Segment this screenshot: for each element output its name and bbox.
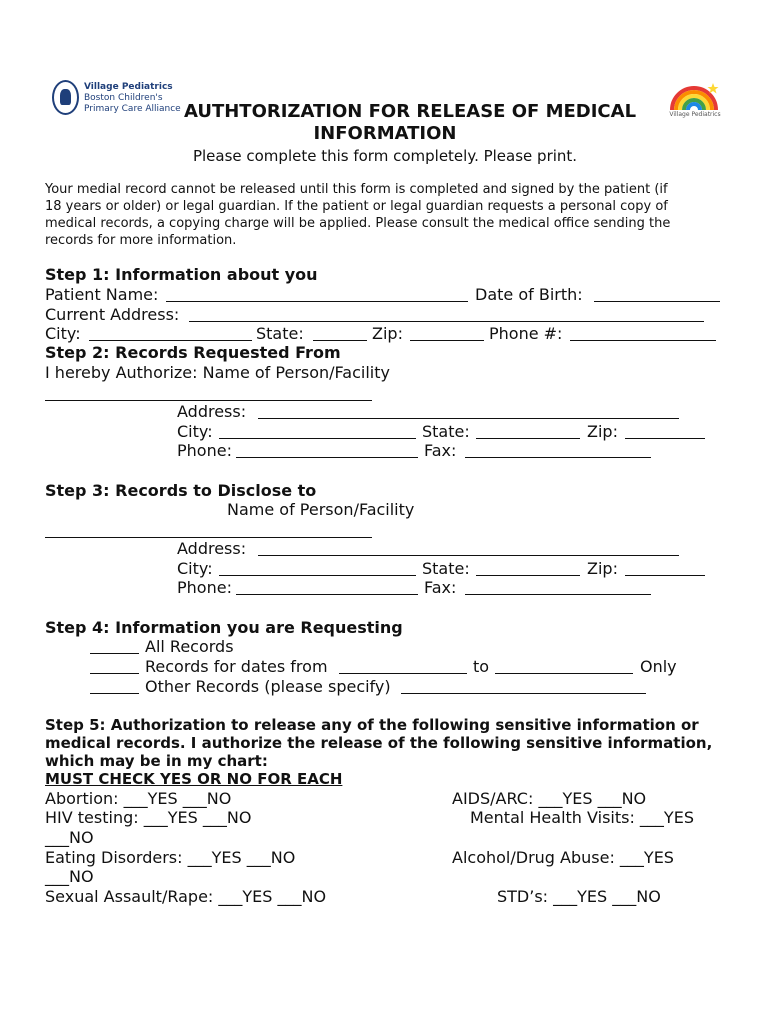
- step3-city-field[interactable]: [219, 560, 416, 576]
- intro-line-1: Your medial record cannot be released until this form is completed and signed by the patient (if: [45, 182, 668, 197]
- step4-heading: Step 4: Information you are Requesting: [45, 618, 403, 637]
- step3-zip-field[interactable]: [625, 560, 705, 576]
- dates-records-label: Records for dates from: [145, 657, 328, 676]
- dates-records-check-field[interactable]: [90, 658, 139, 674]
- city-label: City:: [45, 324, 81, 343]
- state-field[interactable]: [313, 325, 367, 341]
- authorize-label: I hereby Authorize: Name of Person/Facility: [45, 363, 390, 382]
- patient-name-label: Patient Name:: [45, 285, 159, 304]
- date-only-label: Only: [640, 657, 677, 676]
- step2-fax-field[interactable]: [465, 442, 651, 458]
- step2-phone-label: Phone:: [177, 441, 232, 460]
- step3-address-label: Address:: [177, 539, 247, 558]
- step1-heading: Step 1: Information about you: [45, 265, 318, 284]
- all-records-label: All Records: [145, 637, 234, 656]
- step5-heading-line-3: which may be in my chart:: [45, 752, 268, 770]
- intro-line-2: 18 years or older) or legal guardian. If the patient or legal guardian requests a personal copy of: [45, 199, 668, 214]
- phone-label: Phone #:: [489, 324, 563, 343]
- other-records-check-field[interactable]: [90, 678, 139, 694]
- step3-state-field[interactable]: [476, 560, 580, 576]
- dob-field[interactable]: [594, 286, 720, 302]
- step5-heading-line-1: [45, 715, 699, 735]
- other-records-label: Other Records (please specify): [145, 677, 391, 696]
- step2-fax-label: Fax:: [424, 441, 457, 460]
- mental-health-no-option[interactable]: ___NO: [45, 828, 94, 847]
- step2-phone-field[interactable]: [236, 442, 418, 458]
- rainbow-logo: [668, 82, 722, 122]
- step3-phone-field[interactable]: [236, 579, 418, 595]
- step3-facility-name-field[interactable]: [45, 522, 372, 538]
- abortion-row[interactable]: Abortion: ___YES ___NO: [45, 789, 232, 808]
- step2-state-label: State:: [422, 422, 470, 441]
- step3-phone-label: Phone:: [177, 578, 232, 597]
- step3-zip-label: Zip:: [587, 559, 618, 578]
- state-label: State:: [256, 324, 304, 343]
- logo-line-3: Primary Care Alliance: [84, 104, 181, 114]
- step2-address-field[interactable]: [258, 403, 679, 419]
- logo-line-2: Boston Children's: [84, 93, 163, 103]
- page-title-line-1: AUTHTORIZATION FOR RELEASE OF MEDICAL: [183, 101, 637, 122]
- step2-state-field[interactable]: [476, 423, 580, 439]
- step3-fax-field[interactable]: [465, 579, 651, 595]
- other-records-specify-field[interactable]: [401, 678, 646, 694]
- mental-health-row[interactable]: Mental Health Visits: ___YES: [470, 808, 694, 827]
- boston-childrens-seal-icon: [52, 80, 79, 115]
- date-from-field[interactable]: [339, 658, 467, 674]
- hiv-row[interactable]: HIV testing: ___YES ___NO: [45, 808, 252, 827]
- step5-heading-text: Authorization to release any of the following sensitive information or: [110, 716, 699, 734]
- step2-heading: Step 2: Records Requested From: [45, 343, 341, 362]
- step3-address-field[interactable]: [258, 540, 679, 556]
- step5-heading-line-2: medical records. I authorize the release of the following sensitive information,: [45, 734, 713, 752]
- intro-line-4: records for more information.: [45, 233, 237, 248]
- step3-name-label: Name of Person/Facility: [227, 500, 415, 519]
- zip-label: Zip:: [372, 324, 403, 343]
- step5-prefix: Step 5:: [45, 716, 106, 734]
- std-row[interactable]: STD’s: ___YES ___NO: [497, 887, 661, 906]
- eating-disorders-row[interactable]: Eating Disorders: ___YES ___NO: [45, 848, 296, 867]
- date-to-field[interactable]: [495, 658, 633, 674]
- patient-name-field[interactable]: [166, 286, 468, 302]
- current-address-label: Current Address:: [45, 305, 180, 324]
- step3-fax-label: Fax:: [424, 578, 457, 597]
- all-records-check-field[interactable]: [90, 638, 139, 654]
- rainbow-icon: [668, 82, 722, 112]
- step3-city-label: City:: [177, 559, 213, 578]
- subtitle: Please complete this form completely. Please print.: [192, 147, 578, 165]
- alcohol-drug-row[interactable]: Alcohol/Drug Abuse: ___YES: [452, 848, 674, 867]
- zip-field[interactable]: [410, 325, 484, 341]
- alcohol-drug-no-option[interactable]: ___NO: [45, 867, 94, 886]
- logo-line-1: Village Pediatrics: [84, 82, 173, 92]
- step2-zip-label: Zip:: [587, 422, 618, 441]
- rainbow-logo-caption: Village Pediatrics: [669, 111, 721, 118]
- step2-zip-field[interactable]: [625, 423, 705, 439]
- step3-state-label: State:: [422, 559, 470, 578]
- step2-city-field[interactable]: [219, 423, 416, 439]
- must-check-instruction: MUST CHECK YES OR NO FOR EACH: [45, 770, 343, 788]
- aids-row[interactable]: AIDS/ARC: ___YES ___NO: [452, 789, 647, 808]
- step2-facility-name-field[interactable]: [45, 385, 372, 401]
- current-address-field[interactable]: [189, 306, 704, 322]
- dob-label: Date of Birth:: [475, 285, 583, 304]
- phone-field[interactable]: [570, 325, 716, 341]
- step2-address-label: Address:: [177, 402, 247, 421]
- date-to-label: to: [473, 657, 490, 676]
- page-title-line-2: INFORMATION: [313, 123, 457, 144]
- intro-line-3: medical records, a copying charge will be applied. Please consult the medical office sending the: [45, 216, 671, 231]
- step3-heading: Step 3: Records to Disclose to: [45, 481, 317, 500]
- city-field[interactable]: [89, 325, 252, 341]
- step2-city-label: City:: [177, 422, 213, 441]
- sexual-assault-row[interactable]: Sexual Assault/Rape: ___YES ___NO: [45, 887, 327, 906]
